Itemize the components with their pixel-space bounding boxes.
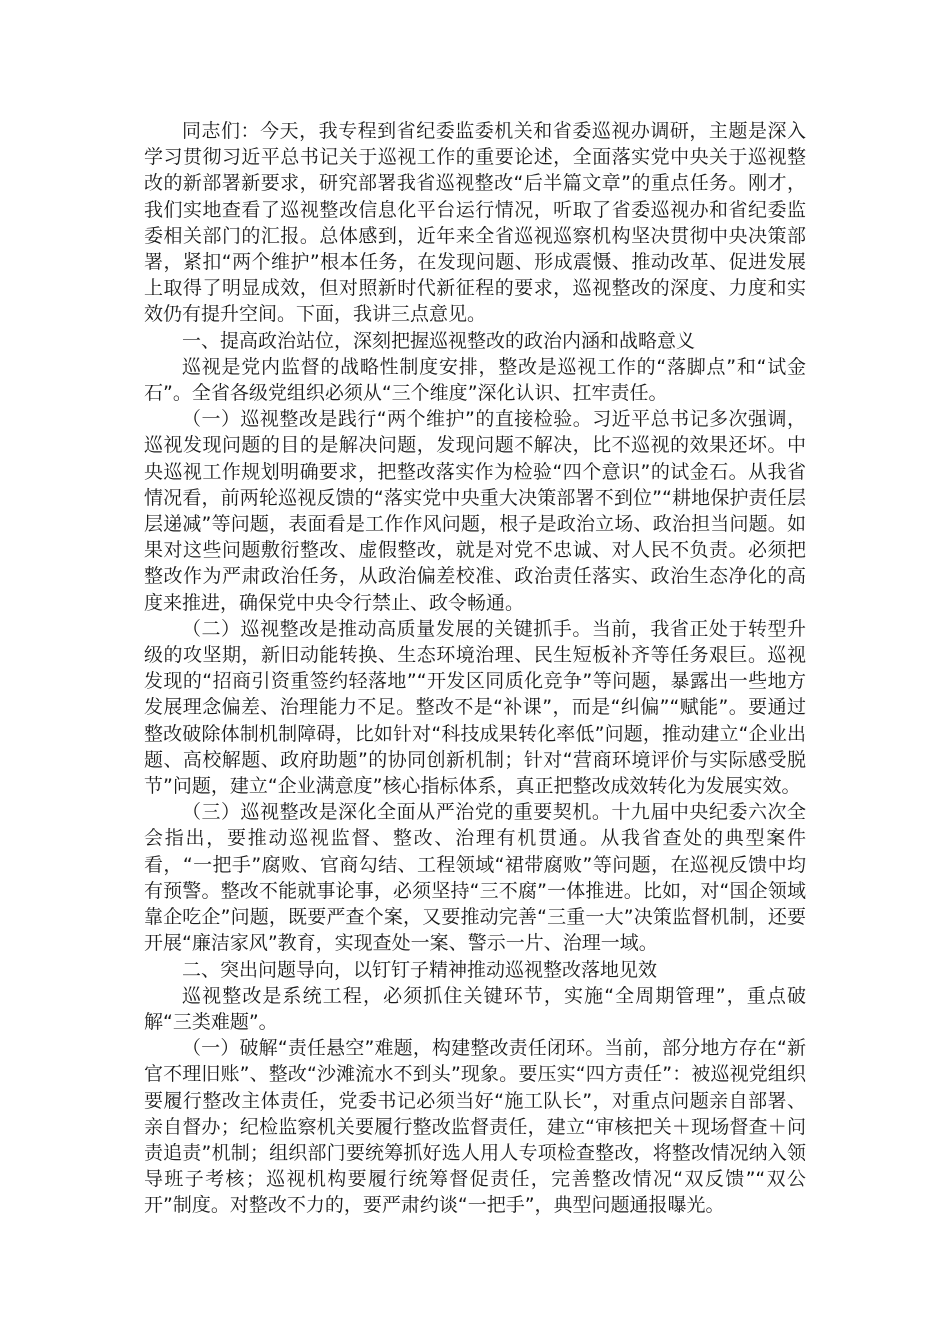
document-body bbox=[144, 118, 806, 1219]
section-2-intro-paragraph: 巡视整改是系统工程，必须抓住关键环节，实施“全周期管理”，重点破解“三类难题”。 bbox=[144, 984, 806, 1033]
section-1-point-1-paragraph: （一）巡视整改是践行“两个维护”的直接检验。习近平总书记多次强调，巡视发现问题的目的是解决问题，发现问题不解决，比不巡视的效果还坏。中央巡视工作规划明确要求，把整改落实作为检验“四个意识”的试金石。从我省情况看，前两轮巡视反馈的“落实党中央重大决策部署不到位”“耕地保护责任层层递减”等问题，表面看是工作作风问题，根子是政治立场、政治担当问题。如果对这些问题敷衍整改、虚假整改，就是对党不忠诚、对人民不负责。必须把整改作为严肃政治任务，从政治偏差校准、政治责任落实、政治生态净化的高度来推进，确保党中央令行禁止、政令畅通。 bbox=[144, 408, 806, 614]
section-heading-2: 二、突出问题导向，以钉钉子精神推动巡视整改落地见效 bbox=[182, 958, 658, 981]
section-1-intro-paragraph: 巡视是党内监督的战略性制度安排，整改是巡视工作的“落脚点”和“试金石”。全省各级党组织必须从“三个维度”深化认识、扛牢责任。 bbox=[144, 355, 806, 405]
intro-paragraph: 同志们：今天，我专程到省纪委监委机关和省委巡视办调研，主题是深入学习贯彻习近平总书记关于巡视工作的重要论述，全面落实党中央关于巡视整改的新部署新要求，研究部署我省巡视整改“后半篇文章”的重点任务。刚才，我们实地查看了巡视整改信息化平台运行情况，听取了省委巡视办和省纪委监委相关部门的汇报。总体感到，近年来全省巡视巡察机构坚决贯彻中央决策部署，紧扣“两个维护”根本任务，在发现问题、形成震慑、推动改革、促进发展上取得了明显成效，但对照新时代新征程的要求，巡视整改的深度、力度和实效仍有提升空间。下面，我讲三点意见。 bbox=[144, 120, 806, 326]
section-heading-1: 一、提高政治站位，深刻把握巡视整改的政治内涵和战略意义 bbox=[182, 329, 696, 352]
section-1-point-3-paragraph: （三）巡视整改是深化全面从严治党的重要契机。十九届中央纪委六次全会指出，要推动巡视监督、整改、治理有机贯通。从我省查处的典型案件看，“一把手”腐败、官商勾结、工程领域“裙带腐败”等问题，在巡视反馈中均有预警。整改不能就事论事，必须坚持“三不腐”一体推进。比如，对“国企领域靠企吃企”问题，既要严查个案，又要推动完善“三重一大”决策监督机制，还要开展“廉洁家风”教育，实现查处一案、警示一片、治理一域。 bbox=[144, 801, 806, 955]
section-2-point-1-paragraph: （一）破解“责任悬空”难题，构建整改责任闭环。当前，部分地方存在“新官不理旧账”、整改“沙滩流水不到头”现象。要压实“四方责任”：被巡视党组织要履行整改主体责任，党委书记必须当好“施工队长”，对重点问题亲自部署、亲自督办；纪检监察机关要履行整改监督责任，建立“审核把关＋现场督查＋问责追责”机制；组织部门要统筹抓好选人用人专项检查整改，将整改情况纳入领导班子考核；巡视机构要履行统筹督促责任，完善整改情况“双反馈”“双公开”制度。对整改不力的，要严肃约谈“一把手”，典型问题通报曝光。 bbox=[144, 1037, 806, 1217]
section-1-point-2-paragraph: （二）巡视整改是推动高质量发展的关键抓手。当前，我省正处于转型升级的攻坚期，新旧动能转换、生态环境治理、民生短板补齐等任务艰巨。巡视发现的“招商引资重签约轻落地”“开发区同质化竞争”等问题，暴露出一些地方发展理念偏差、治理能力不足。整改不是“补课”，而是“纠偏”“赋能”。要通过整改破除体制机制障碍，比如针对“科技成果转化率低”问题，推动建立“企业出题、高校解题、政府助题”的协同创新机制；针对“营商环境评价与实际感受脱节”问题，建立“企业满意度”核心指标体系，真正把整改成效转化为发展实效。 bbox=[144, 617, 806, 798]
